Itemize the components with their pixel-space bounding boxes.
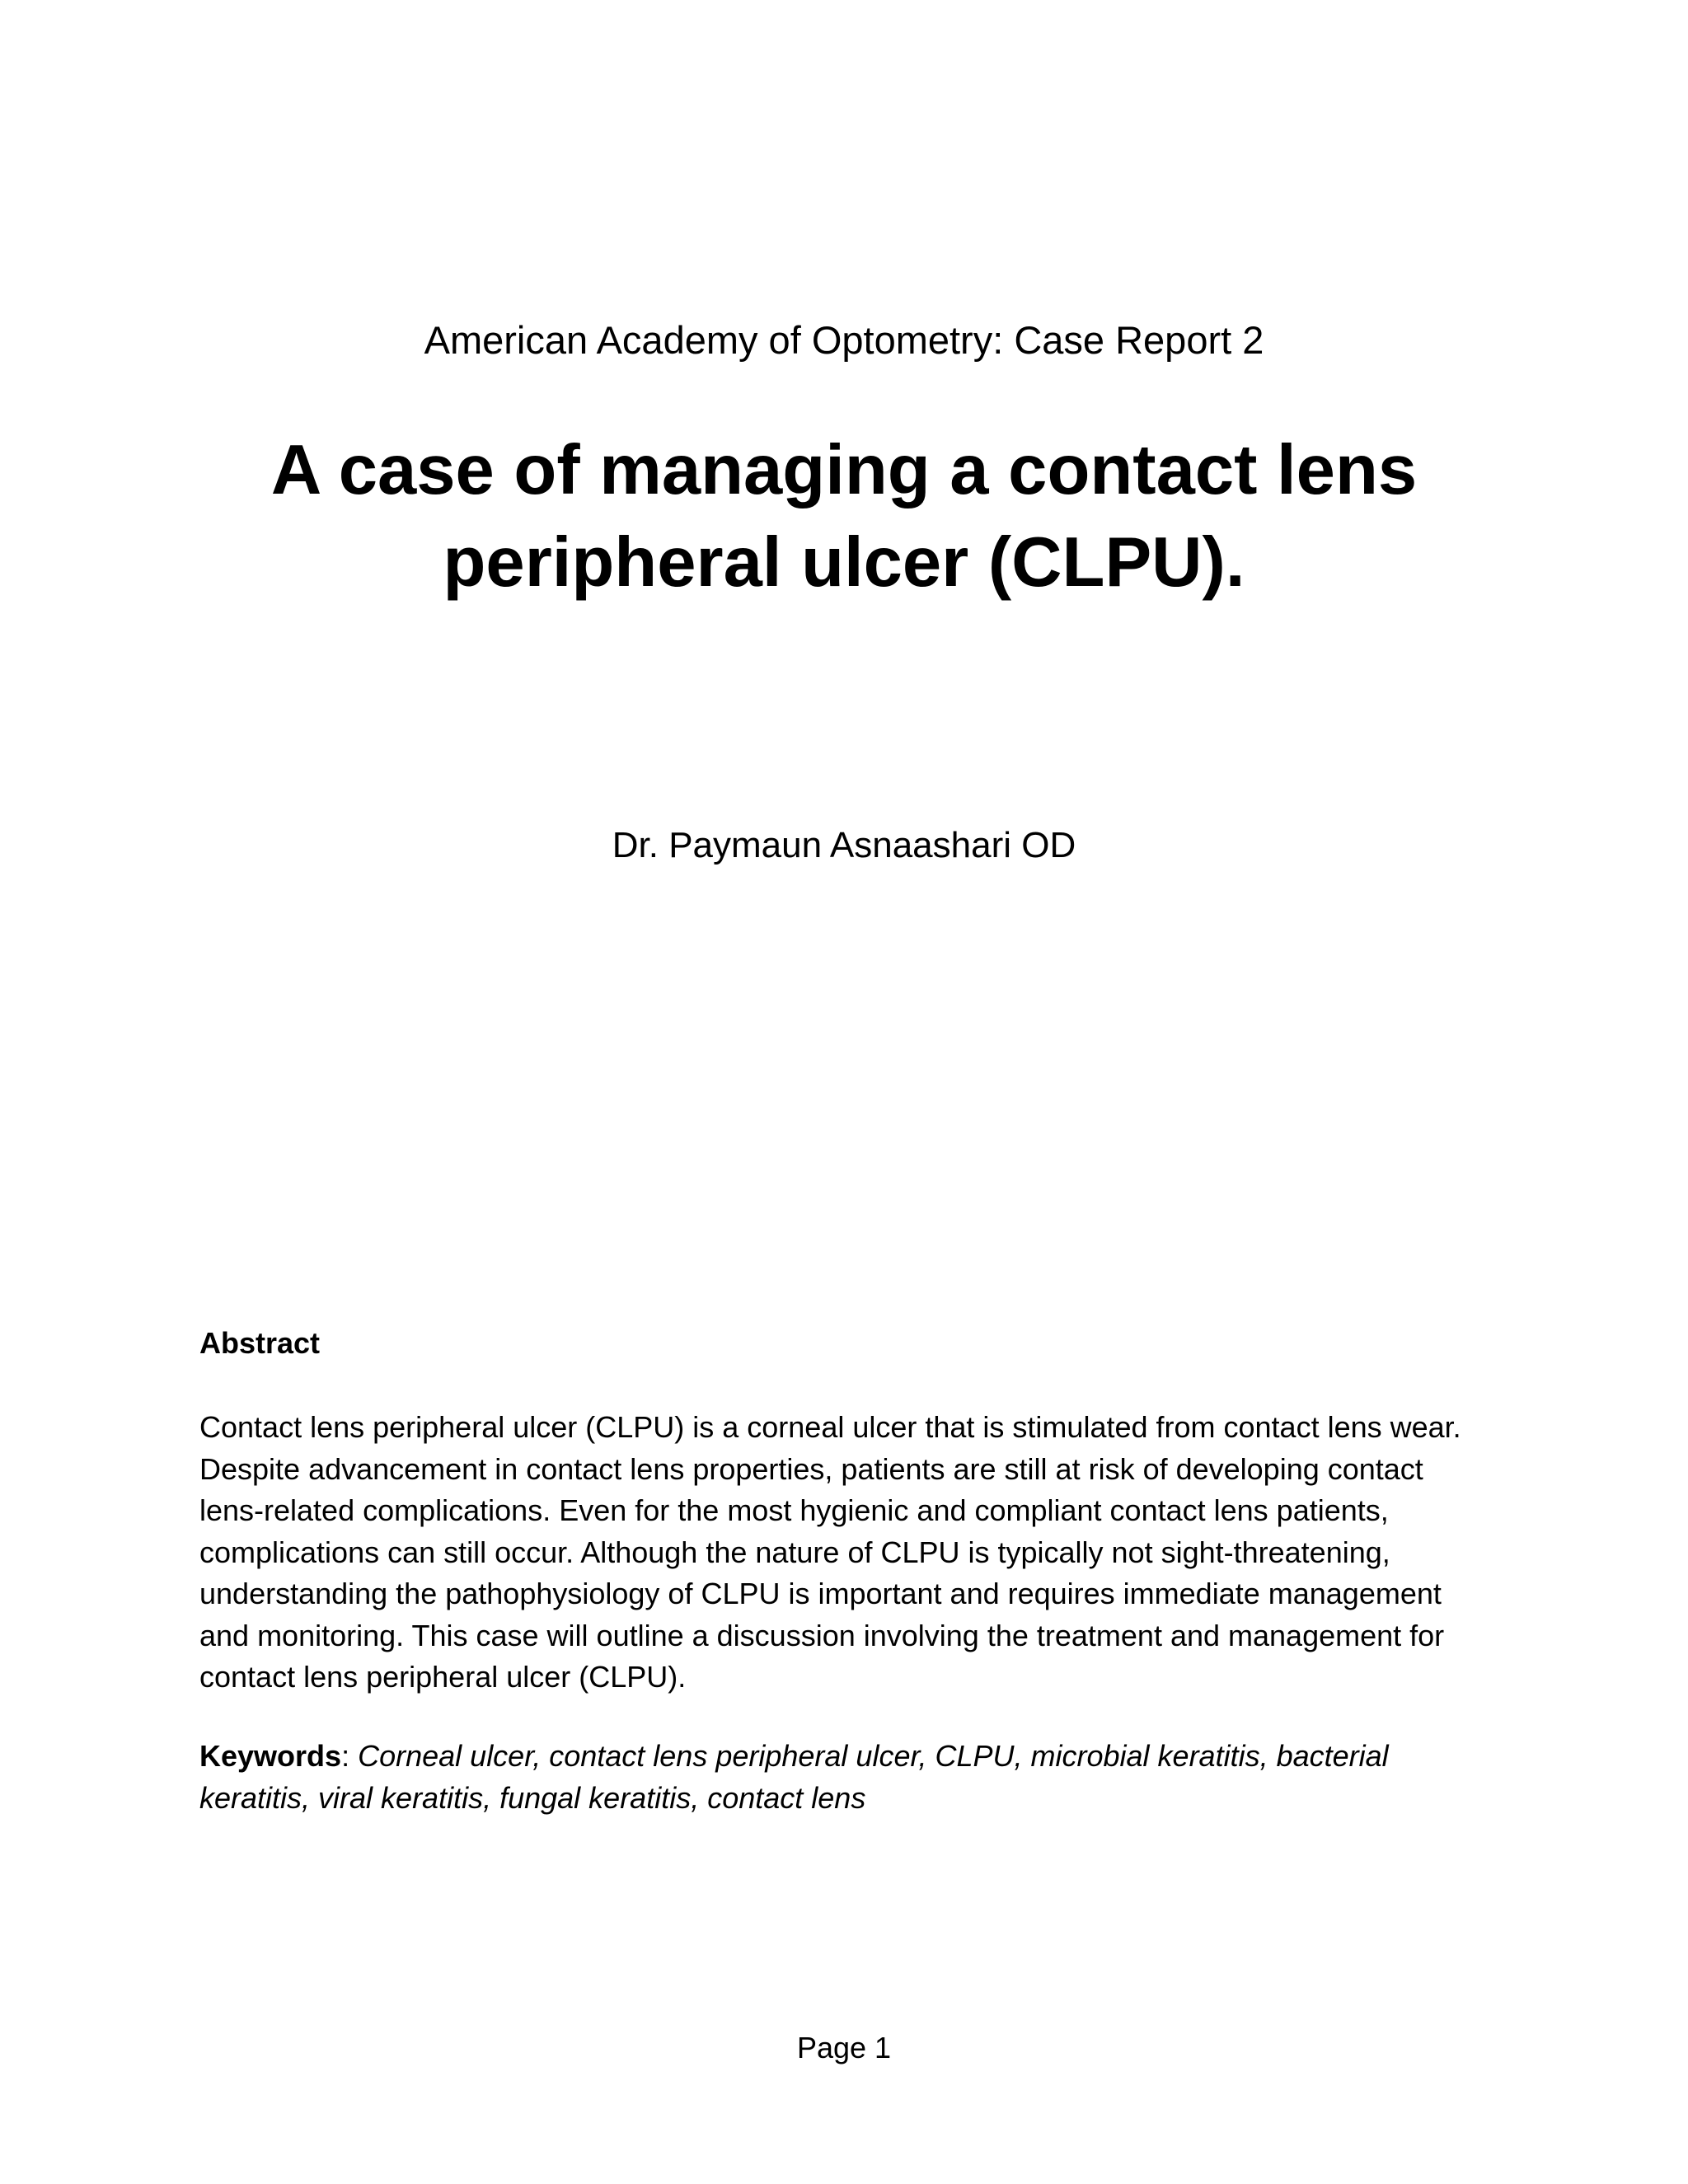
abstract-line: contact lens peripheral ulcer (CLPU). (199, 1660, 687, 1694)
page-number: Page 1 (796, 2031, 892, 2064)
paper-title-line-1: A case of managing a contact lens (270, 431, 1418, 509)
keywords-line-1 (199, 1736, 1535, 1778)
author-name: Dr. Paymaun Asnaashari OD (612, 825, 1076, 865)
abstract-line: understanding the pathophysiology of CLPU is important and requires immediate management (199, 1577, 1442, 1610)
paper-title-line-2: peripheral ulcer (CLPU). (443, 523, 1245, 602)
abstract-body (199, 1407, 1535, 1699)
abstract-line: Despite advancement in contact lens properties, patients are still at risk of developing contact (199, 1451, 1423, 1486)
keywords-section (199, 1736, 1535, 1819)
paper-title (185, 424, 1503, 609)
keywords-text-1: Corneal ulcer, contact lens peripheral ulcer, CLPU, microbial keratitis, bacterial (358, 1739, 1389, 1773)
abstract-line: lens-related complications. Even for the most hygienic and compliant contact lens patients, (199, 1493, 1389, 1527)
abstract-line: and monitoring. This case will outline a discussion involving the treatment and management for (199, 1618, 1445, 1652)
report-subtitle: American Academy of Optometry: Case Report 2 (424, 318, 1264, 362)
abstract-heading: Abstract (199, 1326, 321, 1360)
keywords-label: Keywords (199, 1739, 342, 1773)
abstract-line: Contact lens peripheral ulcer (CLPU) is a corneal ulcer that is stimulated from contact lens wear. (199, 1410, 1461, 1444)
keywords-separator: : (341, 1739, 350, 1773)
keywords-text-2: keratitis, viral keratitis, fungal keratitis, contact lens (199, 1780, 866, 1815)
abstract-line: complications can still occur. Although the nature of CLPU is typically not sight-threatening, (199, 1535, 1390, 1569)
